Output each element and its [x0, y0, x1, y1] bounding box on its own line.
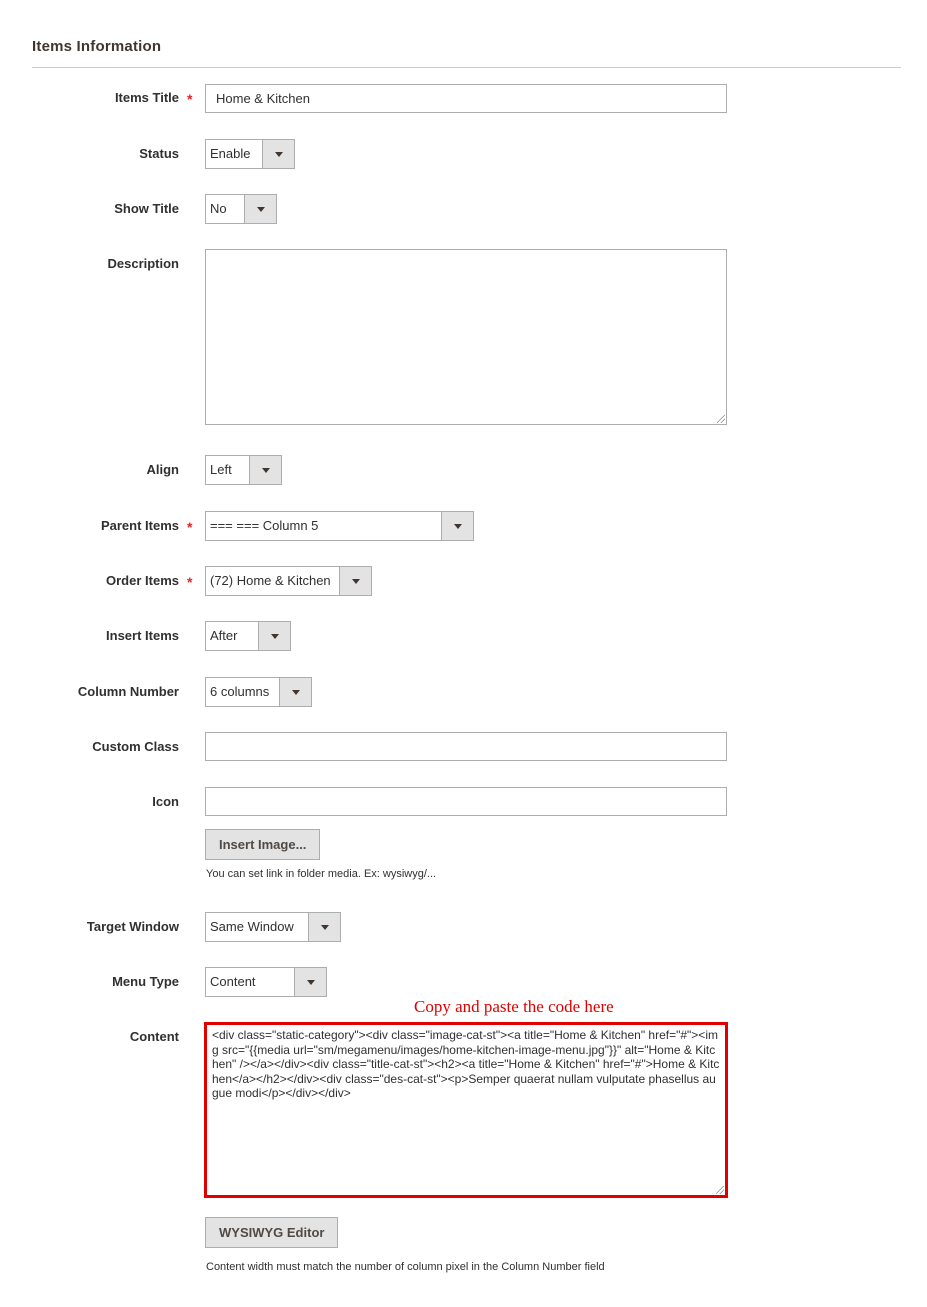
section-title: Items Information	[32, 38, 162, 55]
align-select[interactable]	[205, 455, 282, 485]
order-items-select-value: (72) Home & Kitchen	[210, 573, 331, 588]
copy-paste-annotation: Copy and paste the code here	[414, 997, 614, 1016]
insert-items-select-value: After	[210, 628, 238, 643]
column-number-label: Column Number	[77, 684, 179, 699]
show-title-label: Show Title	[114, 201, 179, 216]
content-textarea-value: <div class="static-category"><div class="image-cat-st"><a title="Home & Kitchen" href="#"><img src="{{media url="sm/megamenu/images/home-kitchen-image-menu.jpg"}}" alt="Home & Kitchen" /></a></div><div class="title-cat-st"><h2><a title="Home & Kitchen" href="#">Home & Kitchen</a></h2></div><div class="des-cat-st"><p>Semper quaerat nullam vulputate phasellus augue modi</p></div></div>	[212, 1028, 720, 1100]
description-label: Description	[107, 256, 179, 271]
chevron-down-icon	[308, 913, 340, 941]
order-items-label: Order Items	[106, 573, 179, 588]
menu-type-select-value: Content	[210, 974, 256, 989]
chevron-down-icon	[262, 140, 294, 168]
insert-items-label: Insert Items	[106, 628, 179, 643]
items-title-label: Items Title	[114, 90, 179, 105]
chevron-down-icon	[258, 622, 290, 650]
required-star: *	[187, 574, 193, 590]
content-label: Content	[129, 1029, 179, 1044]
target-window-select-value: Same Window	[210, 919, 294, 934]
chevron-down-icon	[441, 512, 473, 540]
target-window-select[interactable]	[205, 912, 341, 942]
resize-handle-icon[interactable]	[716, 1186, 724, 1194]
chevron-down-icon	[294, 968, 326, 996]
show-title-select-value: No	[210, 201, 227, 216]
items-title-input[interactable]	[205, 84, 727, 113]
chevron-down-icon	[244, 195, 276, 223]
content-textarea[interactable]	[204, 1022, 728, 1198]
resize-handle-icon[interactable]	[717, 415, 725, 423]
status-label: Status	[139, 146, 179, 161]
required-star: *	[187, 519, 193, 535]
icon-input[interactable]	[205, 787, 727, 816]
chevron-down-icon	[249, 456, 281, 484]
column-number-select-value: 6 columns	[210, 684, 270, 699]
icon-help-note: You can set link in folder media. Ex: wysiwyg/...	[206, 868, 437, 880]
menu-type-label: Menu Type	[112, 974, 179, 989]
custom-class-input[interactable]	[205, 732, 727, 761]
status-select[interactable]	[205, 139, 295, 169]
target-window-label: Target Window	[86, 919, 179, 934]
order-items-select[interactable]	[205, 566, 372, 596]
chevron-down-icon	[279, 678, 311, 706]
parent-items-select[interactable]	[205, 511, 474, 541]
description-textarea[interactable]	[205, 249, 727, 425]
content-help-note: Content width must match the number of column pixel in the Column Number field	[206, 1261, 605, 1273]
status-select-value: Enable	[210, 146, 251, 161]
insert-items-select[interactable]	[205, 621, 291, 651]
menu-type-select[interactable]	[205, 967, 327, 997]
chevron-down-icon	[339, 567, 371, 595]
show-title-select[interactable]	[205, 194, 277, 224]
wysiwyg-editor-button[interactable]: WYSIWYG Editor	[205, 1217, 338, 1248]
align-select-value: Left	[210, 462, 232, 477]
parent-items-label: Parent Items	[100, 518, 179, 533]
section-divider	[32, 67, 901, 68]
custom-class-label: Custom Class	[92, 739, 179, 754]
icon-label: Icon	[152, 794, 179, 809]
insert-image-button[interactable]: Insert Image...	[205, 829, 320, 860]
required-star: *	[187, 91, 193, 107]
parent-items-select-value: === === Column 5	[210, 518, 319, 533]
align-label: Align	[146, 462, 179, 477]
column-number-select[interactable]	[205, 677, 312, 707]
